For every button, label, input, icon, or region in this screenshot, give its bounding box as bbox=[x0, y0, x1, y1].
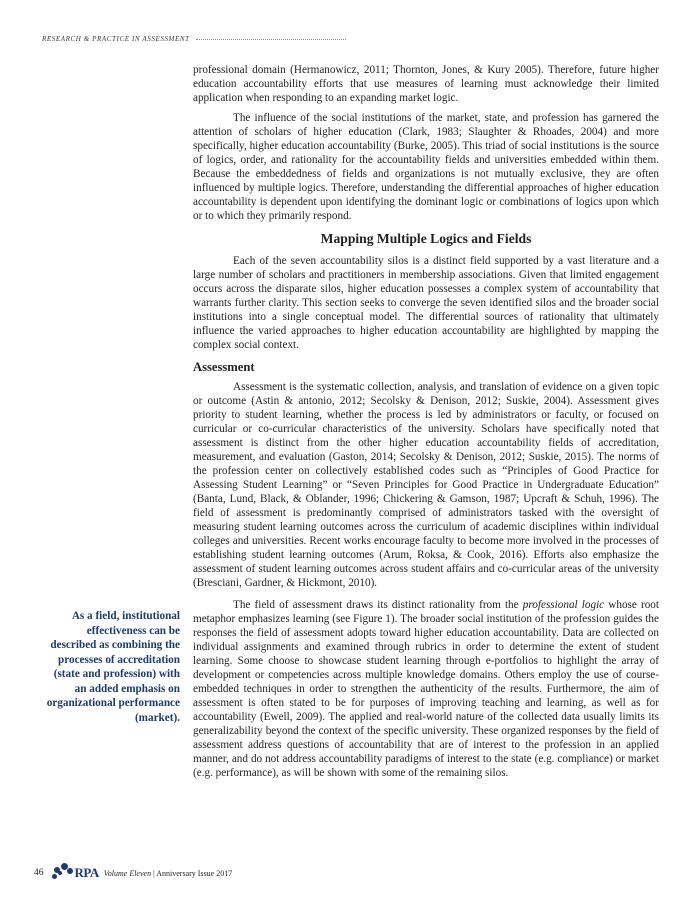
paragraph-mapping: Each of the seven accountability silos is a distinct field supported by a vast literature and a large number of scholars and practitioners in membership associations. Given that limited engagement occurs across the disparate silos, higher education possesses a complex system of accountability that warrants further clarity. This section seeks to converge the seven identified silos and the broader social institutions into a single conceptual model. The differential sources of rationality that ultimately influence the varied approaches to higher education accountability are highlighted by mapping the complex social context. bbox=[193, 255, 659, 351]
subhead-assessment: Assessment bbox=[193, 360, 255, 374]
rpa-logo-text: RPA bbox=[74, 865, 99, 880]
paragraph-assessment-rationality bbox=[193, 598, 659, 780]
p5-text-b: whose root metaphor emphasizes learning (see Figure 1). The broader social institution of the profession guides the responses the field of assessment adopts toward higher education accountability. Data are collected on individual assignments and examined through rubrics in order to determine the extent of student learning. Some choose to showcase student learning through e-portfolios to highlight the array of development or competencies across multiple knowledge domains. Others employ the use of course-embedded techniques in order to strengthen the authenticity of the results. Furthermore, the aim of assessment is often stated to be for purposes of improving teaching and learning, as well as for accountability (Ewell, 2009). The applied and real-world nature of the collected data usually limits its generalizability beyond the context of the specific university. These organized responses by the field of assessment address questions of accountability that are of interest to the profession in an applied manner, and do not address accountability paradigms of interest to the state (e.g. compliance) or market (e.g. performance), as will be shown with some of the remaining silos. bbox=[193, 599, 660, 779]
p5-text-a: The field of assessment draws its distinct rationality from the bbox=[233, 599, 523, 611]
journal-volume: Volume Eleven bbox=[103, 868, 152, 878]
paragraph-continuation: professional domain (Hermanowicz, 2011; Thornton, Jones, & Kury 2005). Therefore, future higher education accountability efforts that use measures of learning must acknowledge their limited application when responding to an expanding market logic. bbox=[193, 64, 659, 104]
page-footer bbox=[34, 860, 232, 886]
section-title: Mapping Multiple Logics and Fields bbox=[320, 231, 532, 246]
paragraph-assessment-definition: Assessment is the systematic collection, analysis, and translation of evidence on a given topic or outcome (Astin & antonio, 2012; Secolsky & Denison, 2012; Suskie, 2004). Assessment gives priority to student learning, whether the process is led by administrators or faculty, or focused on curricular or co-curricular characteristics of the university. Scholars have specifically noted that assessment is distinct from the other higher education accountability fields of accreditation, measurement, and evaluation (Gaston, 2014; Secolsky & Denison, 2012; Suskie, 2015). The norms of the profession center on collectively established codes such as “Principles of Good Practice for Assessing Student Learning” or “Seven Principles for Good Practice in Undergraduate Education” (Banta, Lund, Black, & Oblander, 1996; Chickering & Gamson, 1987; Upcraft & Schuh, 1996). The field of assessment is predominantly comprised of administrators tasked with the oversight of measuring student learning outcomes across the curriculum of academic disciplines within individual colleges and universities. Recent works encourage faculty to become more involved in the processes of establishing student learning outcomes (Arum, Roksa, & Cook, 2016). Efforts also emphasize the assessment of student learning outcomes across student affairs and co-curricular areas of the university (Bresciani, Gardner, & Hickmont, 2010). bbox=[193, 381, 659, 589]
running-head bbox=[42, 35, 346, 43]
paragraph-social-institutions: The influence of the social institutions of the market, state, and profession has garnered the attention of scholars of higher education (Clark, 1983; Slaughter & Rhoades, 2004) and more specifically, higher education accountability (Burke, 2005). This triad of social institutions is the source of logics, order, and rationality for the accountability fields and universities embedded within them. Because the embeddedness of fields and organizations is not mutually exclusive, they are often influenced by multiple logics. Therefore, understanding the differential approaches of higher education accountability is dependent upon identifying the dominant logic or combinations of logics upon which or to which they primarily respond. bbox=[193, 112, 659, 222]
article-body bbox=[193, 63, 659, 788]
page-number: 46 bbox=[34, 868, 44, 878]
running-head-text: RESEARCH & PRACTICE IN ASSESSMENT bbox=[42, 35, 190, 43]
journal-info bbox=[104, 869, 232, 878]
journal-separator: | bbox=[153, 868, 155, 878]
rpa-logo bbox=[52, 863, 99, 883]
p5-emphasis: professional logic bbox=[522, 599, 605, 611]
running-head-dotted-rule bbox=[196, 39, 346, 40]
rpa-logo-mark-icon bbox=[52, 863, 74, 883]
journal-issue: Anniversary Issue 2017 bbox=[156, 868, 233, 878]
pullquote-sidebar: As a field, institutional effectiveness can be described as combining the processes of accreditation (state and profession) with an added emphasis on organizational performance (market). bbox=[46, 610, 180, 724]
